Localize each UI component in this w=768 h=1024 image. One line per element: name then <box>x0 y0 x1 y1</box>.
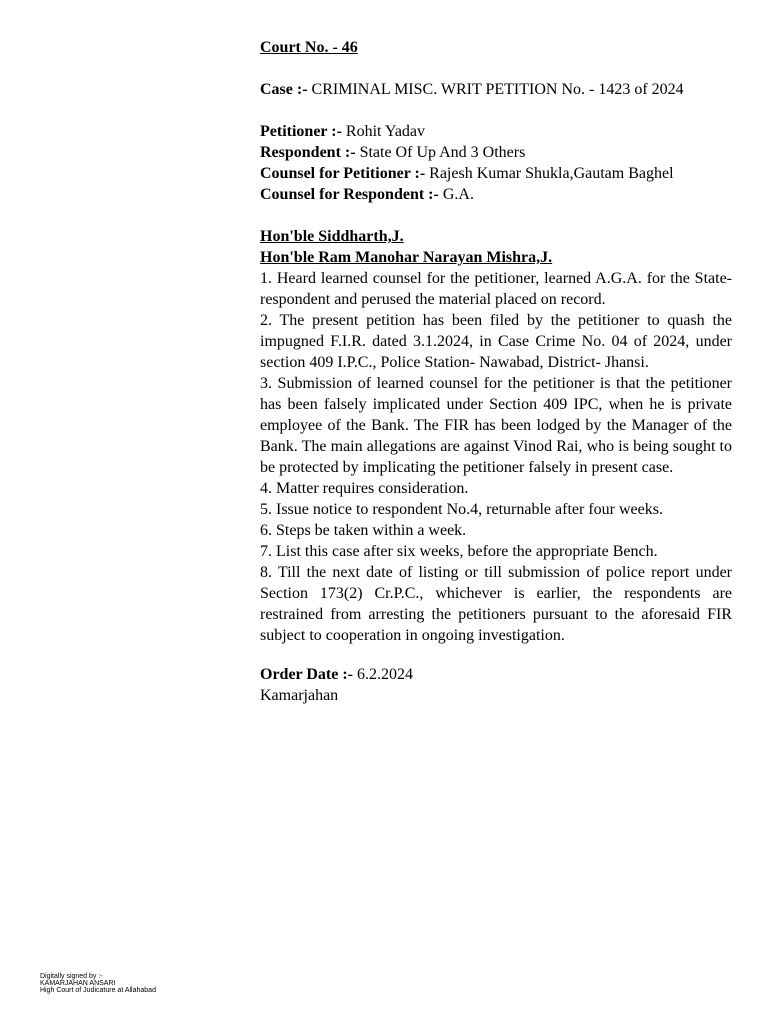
signature-line-2: KAMARJAHAN ANSARI <box>40 980 116 987</box>
court-number <box>260 37 732 58</box>
bench-block <box>260 226 732 268</box>
court-number-text: Court No. - 46 <box>260 39 358 56</box>
judge-2: Hon'ble Ram Manohar Narayan Mishra,J. <box>260 249 553 266</box>
counsel-respondent-value: G.A. <box>438 186 474 203</box>
petitioner-label: Petitioner :- <box>260 123 342 140</box>
order-footer <box>260 664 732 706</box>
paragraph-2: 2. The present petition has been filed by the petitioner to quash the impugned F.I.R. dated 3.1.2024, in Case Crime No. 04 of 2024, under section 409 I.P.C., Police Station- Nawabad, District- Jhansi. <box>260 312 732 371</box>
paragraph-6: 6. Steps be taken within a week. <box>260 522 467 539</box>
petitioner-line <box>260 121 732 142</box>
counsel-respondent-label: Counsel for Respondent :- <box>260 186 439 203</box>
respondent-value: State Of Up And 3 Others <box>355 144 526 161</box>
paragraph-8: 8. Till the next date of listing or till submission of police report under Section 173(2) Cr.P.C., whichever is earlier, the respondents are restrained from arresting the petitioners pursuant to the aforesaid FIR subject to cooperation in ongoing investigation. <box>260 564 732 644</box>
author-name: Kamarjahan <box>260 687 339 704</box>
counsel-petitioner-line <box>260 163 732 184</box>
case-line <box>260 79 732 100</box>
order-date-label: Order Date :- <box>260 666 353 683</box>
petitioner-value: Rohit Yadav <box>341 123 426 140</box>
judge-1: Hon'ble Siddharth,J. <box>260 228 404 245</box>
parties-block <box>260 121 732 205</box>
order-date-value: 6.2.2024 <box>353 666 413 683</box>
paragraph-5: 5. Issue notice to respondent No.4, returnable after four weeks. <box>260 501 663 518</box>
counsel-petitioner-value: Rajesh Kumar Shukla,Gautam Baghel <box>425 165 674 182</box>
case-value: CRIMINAL MISC. WRIT PETITION No. - 1423 of 2024 <box>307 81 684 98</box>
signature-line-3: High Court of Judicature at Allahabad <box>40 987 156 994</box>
paragraph-4: 4. Matter requires consideration. <box>260 480 469 497</box>
case-label: Case :- <box>260 81 308 98</box>
paragraph-3: 3. Submission of learned counsel for the petitioner is that the petitioner has been falsely implicated under Section 409 IPC, when he is private employee of the Bank. The FIR has been lodged by the Manager of the Bank. The main allegations are against Vinod Rai, who is being sought to be protected by implicating the petitioner falsely in present case. <box>260 375 732 476</box>
signature-line-1: Digitally signed by :- <box>40 973 103 980</box>
order-document <box>260 37 732 706</box>
digital-signature <box>40 973 156 994</box>
order-date-line <box>260 664 732 685</box>
respondent-line <box>260 142 732 163</box>
counsel-petitioner-label: Counsel for Petitioner :- <box>260 165 426 182</box>
paragraph-1: 1. Heard learned counsel for the petitioner, learned A.G.A. for the State-respondent and perused the material placed on record. <box>260 270 732 308</box>
paragraph-7: 7. List this case after six weeks, before the appropriate Bench. <box>260 543 658 560</box>
respondent-label: Respondent :- <box>260 144 356 161</box>
counsel-respondent-line <box>260 184 732 205</box>
